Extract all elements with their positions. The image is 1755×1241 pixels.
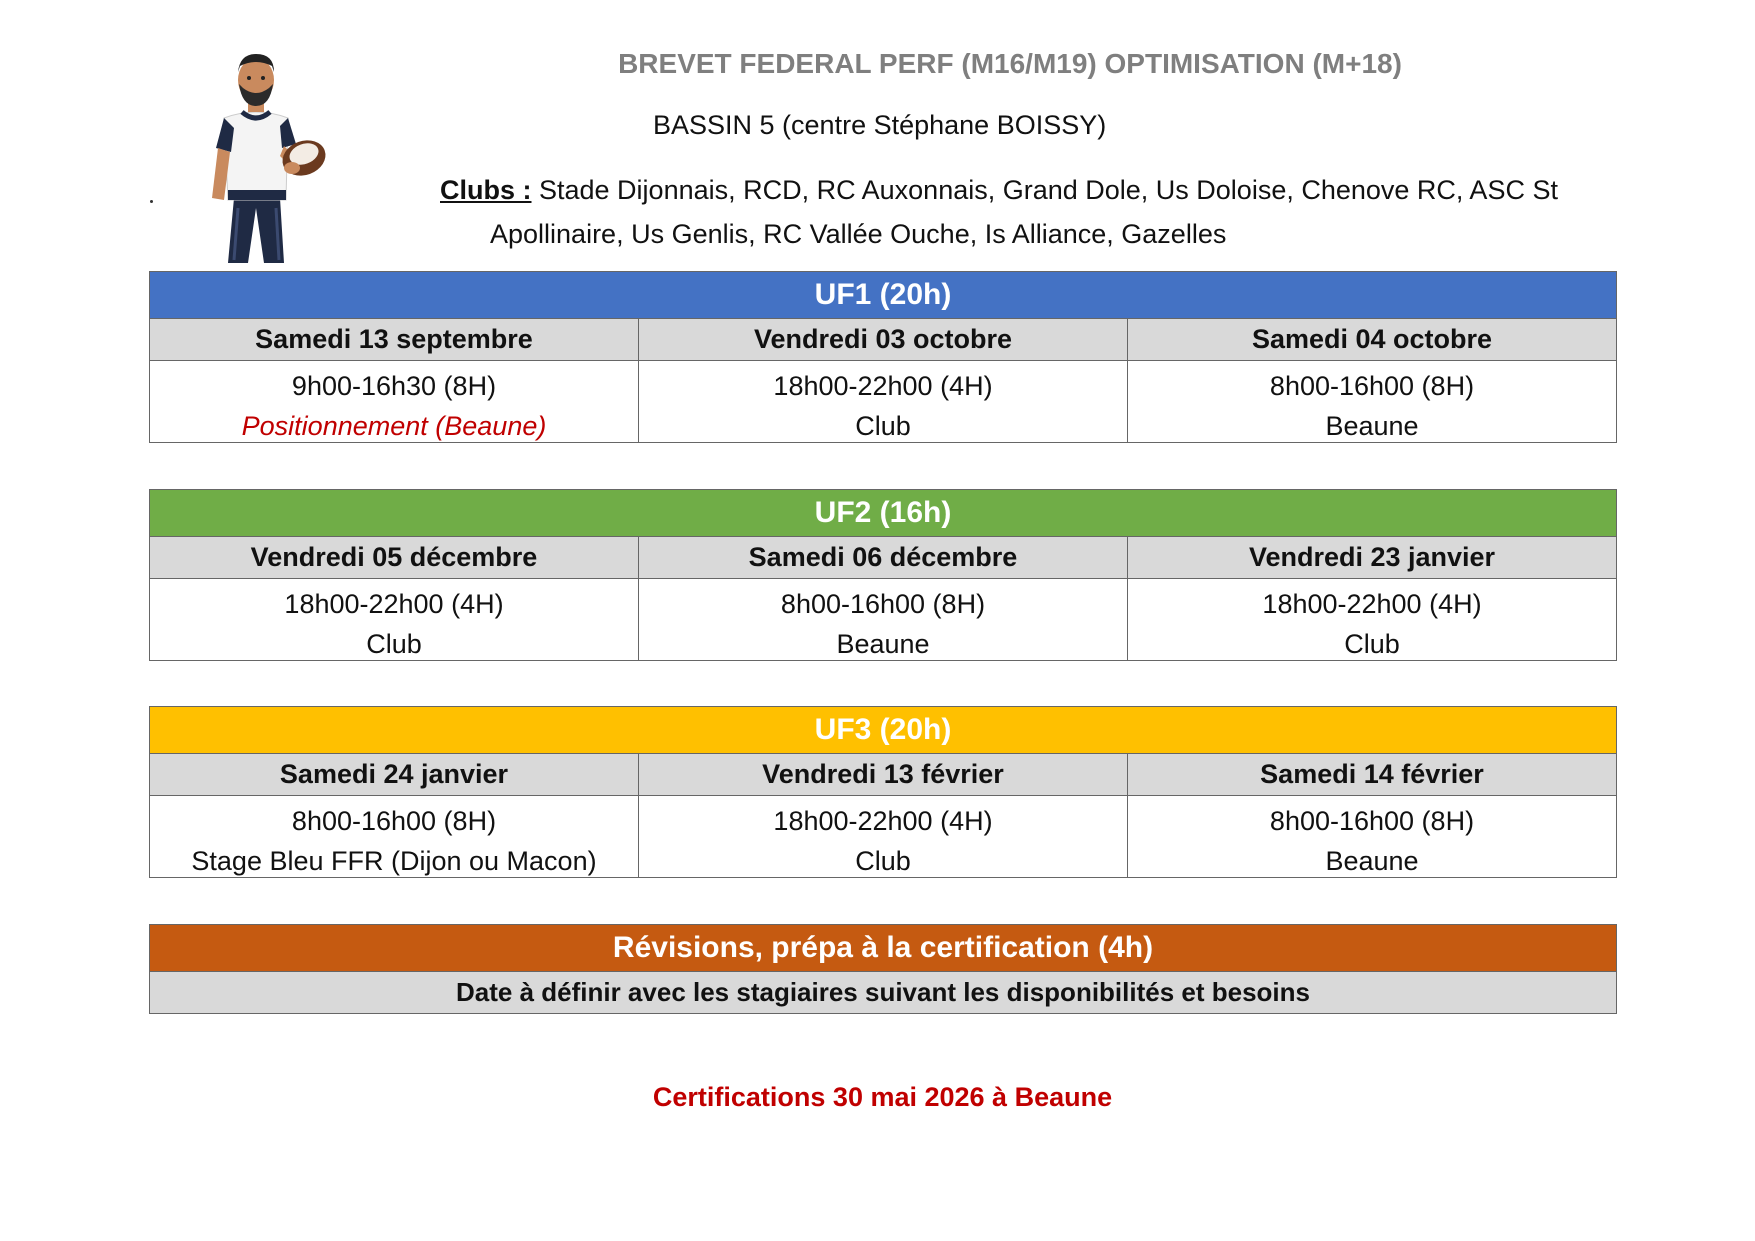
session-place: Beaune [1325, 411, 1419, 441]
uf3-date-3: Samedi 14 février [1260, 759, 1484, 789]
session-place: Beaune [1325, 846, 1419, 876]
session-place: Stage Bleu FFR (Dijon ou Macon) [191, 846, 597, 876]
uf3-date-2: Vendredi 13 février [639, 754, 1128, 795]
session-time: 8h00-16h00 (8H) [291, 806, 497, 836]
uf2-session-3 [1128, 579, 1616, 660]
uf3-table [149, 706, 1617, 878]
clubs-line-2: Apollinaire, Us Genlis, RC Vallée Ouche, Is Alliance, Gazelles [490, 219, 1227, 249]
uf2-header: UF2 (16h) [150, 490, 1616, 537]
clubs-line-1: Stade Dijonnais, RCD, RC Auxonnais, Grand Dole, Us Doloise, Chenove RC, ASC St [531, 175, 1558, 205]
uf3-session-2 [639, 796, 1128, 877]
session-time: 8h00-16h00 (8H) [1269, 806, 1475, 836]
uf1-session-3 [1128, 361, 1616, 442]
uf2-session-2 [639, 579, 1128, 660]
uf1-session-1 [150, 361, 639, 442]
page-title: BREVET FEDERAL PERF (M16/M19) OPTIMISATION (M+18) [618, 48, 1402, 79]
uf3-session-1 [150, 796, 639, 877]
session-place: Beaune [836, 629, 930, 659]
revisions-table [149, 924, 1617, 1014]
uf2-session-1 [150, 579, 639, 660]
session-time: 8h00-16h00 (8H) [1269, 371, 1475, 401]
uf1-header: UF1 (20h) [150, 272, 1616, 319]
session-place: Club [1344, 629, 1400, 659]
page-subtitle: BASSIN 5 (centre Stéphane BOISSY) [653, 110, 1107, 140]
clubs-label: Clubs : [440, 175, 532, 205]
uf3-session-3 [1128, 796, 1616, 877]
session-time: 18h00-22h00 (4H) [1262, 589, 1482, 619]
session-time: 18h00-22h00 (4H) [773, 806, 993, 836]
session-time: 18h00-22h00 (4H) [773, 371, 993, 401]
uf2-date-2: Samedi 06 décembre [639, 537, 1128, 578]
uf3-date-1: Samedi 24 janvier [150, 754, 639, 795]
uf2-date-1: Vendredi 05 décembre [150, 537, 639, 578]
uf1-table [149, 271, 1617, 443]
session-place: Club [366, 629, 422, 659]
revisions-note: Date à définir avec les stagiaires suivant les disponibilités et besoins [150, 972, 1616, 1013]
uf1-date-1: Samedi 13 septembre [150, 319, 639, 360]
revisions-header: Révisions, prépa à la certification (4h) [150, 925, 1616, 972]
uf2-table [149, 489, 1617, 661]
rugby-coach-illustration [176, 48, 346, 268]
uf3-header: UF3 (20h) [150, 707, 1616, 754]
certification-date: Certifications 30 mai 2026 à Beaune [652, 1082, 1113, 1112]
session-time: 18h00-22h00 (4H) [284, 589, 504, 619]
session-time: 8h00-16h00 (8H) [780, 589, 986, 619]
uf1-date-3: Samedi 04 octobre [1251, 324, 1493, 354]
uf1-date-2: Vendredi 03 octobre [639, 319, 1128, 360]
session-place: Positionnement (Beaune) [241, 411, 547, 441]
stray-dot [150, 200, 153, 203]
session-place: Club [855, 411, 911, 441]
uf2-date-3: Vendredi 23 janvier [1248, 542, 1496, 572]
uf1-session-2 [639, 361, 1128, 442]
session-time: 9h00-16h30 (8H) [291, 371, 497, 401]
clubs-list [440, 168, 1640, 256]
session-place: Club [855, 846, 911, 876]
